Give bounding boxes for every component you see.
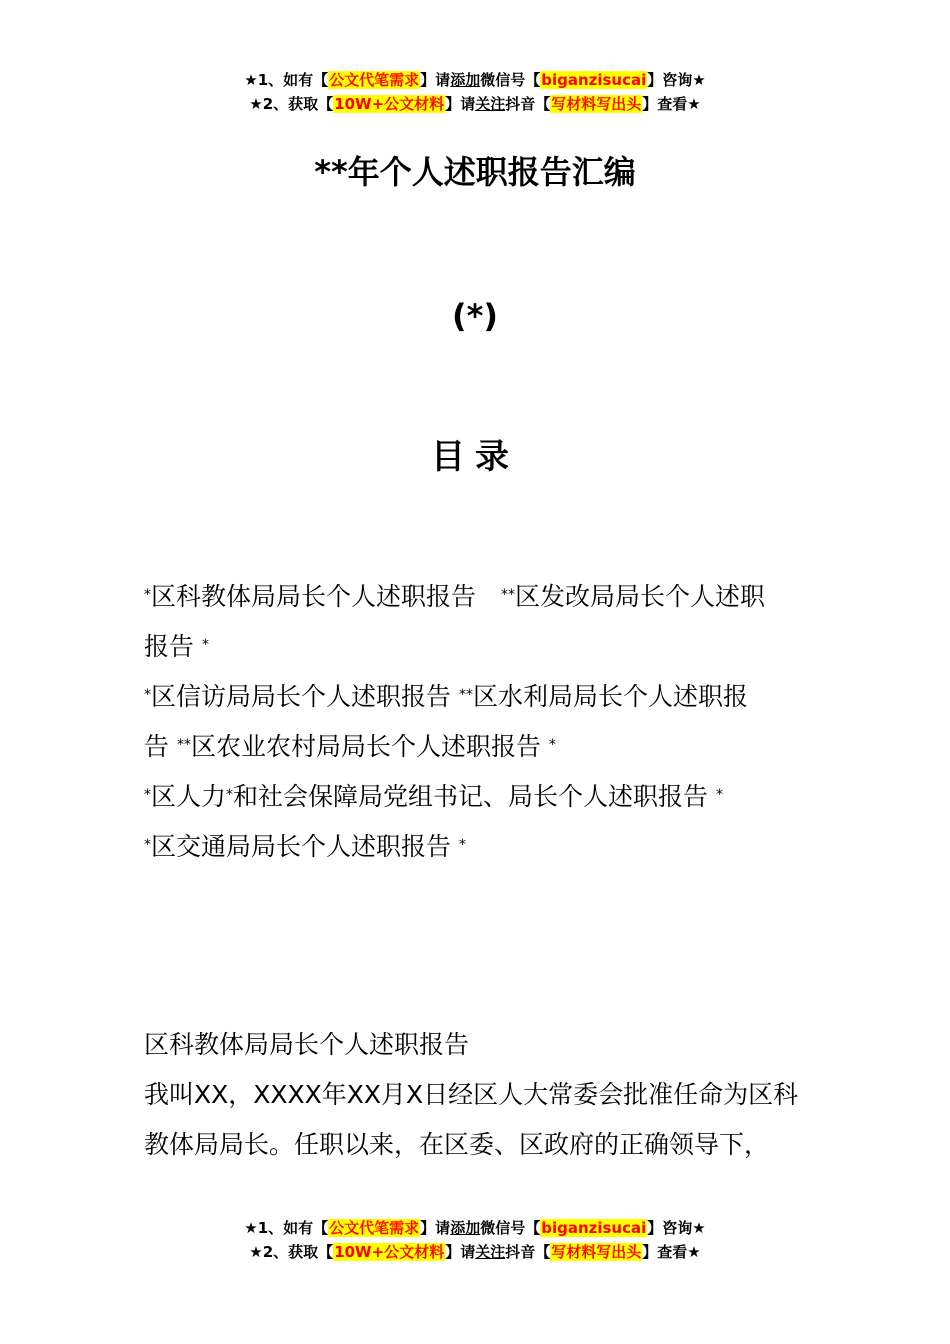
document-body [144, 1020, 809, 1170]
toc-marker: ** [176, 737, 191, 753]
banner-text: 】咨询★ [647, 71, 706, 89]
footer-banner [0, 1216, 950, 1264]
banner-line-2 [0, 92, 950, 116]
banner-text: 】请 [420, 1219, 451, 1237]
toc-entry-text: 区农业农村局局长个人述职报告 [190, 732, 549, 761]
toc-entry-text: 区科教体局局长个人述职报告 [151, 582, 502, 611]
toc-line [144, 822, 809, 872]
banner-text: 】查看★ [642, 95, 701, 113]
banner-highlight: 公文代笔需求 [329, 71, 420, 89]
toc-marker: ** [458, 687, 473, 703]
toc-marker: * [144, 587, 151, 603]
toc-marker: * [144, 687, 151, 703]
toc-line [144, 672, 809, 722]
banner-text: 微信号【 [480, 1219, 541, 1237]
toc-line [144, 772, 809, 822]
banner-line-2 [0, 1240, 950, 1264]
banner-line-1 [0, 68, 950, 92]
banner-text: 】请 [420, 71, 451, 89]
banner-line-1 [0, 1216, 950, 1240]
toc-entry-text: 区水利局局长个人述职报 [472, 682, 748, 711]
header-banner [0, 68, 950, 116]
toc-entry-text: 报告 [144, 632, 202, 661]
banner-underline: 关注 [475, 1243, 506, 1261]
banner-underline: 添加 [450, 1219, 481, 1237]
banner-text: 】咨询★ [647, 1219, 706, 1237]
toc-marker: * [144, 837, 151, 853]
toc-marker: ** [501, 587, 516, 603]
banner-text: 】请 [445, 1243, 476, 1261]
paragraph-line: 我叫XX，XXXX年XX月X日经区人大常委会批准任命为区科 [144, 1080, 799, 1109]
toc-entry-text: 区发改局局长个人述职 [515, 582, 766, 611]
banner-text: 微信号【 [480, 71, 541, 89]
banner-text: ★2、获取【 [249, 1243, 334, 1261]
banner-highlight: 写材料写出头 [551, 1243, 642, 1261]
banner-text: 抖音【 [505, 95, 551, 113]
banner-highlight: 公文代笔需求 [329, 1219, 420, 1237]
banner-text: 抖音【 [505, 1243, 551, 1261]
toc-line [144, 622, 809, 672]
banner-text: ★1、如有【 [244, 1219, 329, 1237]
toc-marker: * [458, 837, 466, 853]
toc-entry-text: 告 [144, 732, 177, 761]
document-subtitle: (*) [452, 297, 498, 335]
document-title: **年个人述职报告汇编 [314, 153, 636, 191]
toc-line [144, 722, 809, 772]
banner-text: 】查看★ [642, 1243, 701, 1261]
banner-text: ★1、如有【 [244, 71, 329, 89]
banner-text: 】请 [445, 95, 476, 113]
toc-entry-text: 区交通局局长个人述职报告 [151, 832, 459, 861]
toc-entry-text: 区人力 [151, 782, 227, 811]
banner-highlight: biganzisucai [541, 1219, 647, 1237]
toc-marker: * [715, 787, 723, 803]
banner-underline: 关注 [475, 95, 506, 113]
toc-heading: 目录 [431, 437, 519, 477]
toc-marker: * [201, 637, 209, 653]
toc-entry-text: 和社会保障局党组书记、局长个人述职报告 [233, 782, 716, 811]
banner-highlight: 10W+公文材料 [334, 1243, 445, 1261]
banner-underline: 添加 [450, 71, 481, 89]
banner-highlight: biganzisucai [541, 71, 647, 89]
banner-text: ★2、获取【 [249, 95, 334, 113]
banner-highlight: 写材料写出头 [551, 95, 642, 113]
toc-marker: * [226, 787, 234, 803]
toc-marker: * [144, 787, 151, 803]
table-of-contents [144, 572, 809, 872]
banner-highlight: 10W+公文材料 [334, 95, 445, 113]
section-title: 区科教体局局长个人述职报告 [144, 1030, 470, 1059]
paragraph-line: 教体局局长。任职以来，在区委、区政府的正确领导下， [144, 1130, 770, 1159]
toc-entry-text: 区信访局局长个人述职报告 [151, 682, 459, 711]
toc-marker: * [548, 737, 556, 753]
toc-line [144, 572, 809, 622]
